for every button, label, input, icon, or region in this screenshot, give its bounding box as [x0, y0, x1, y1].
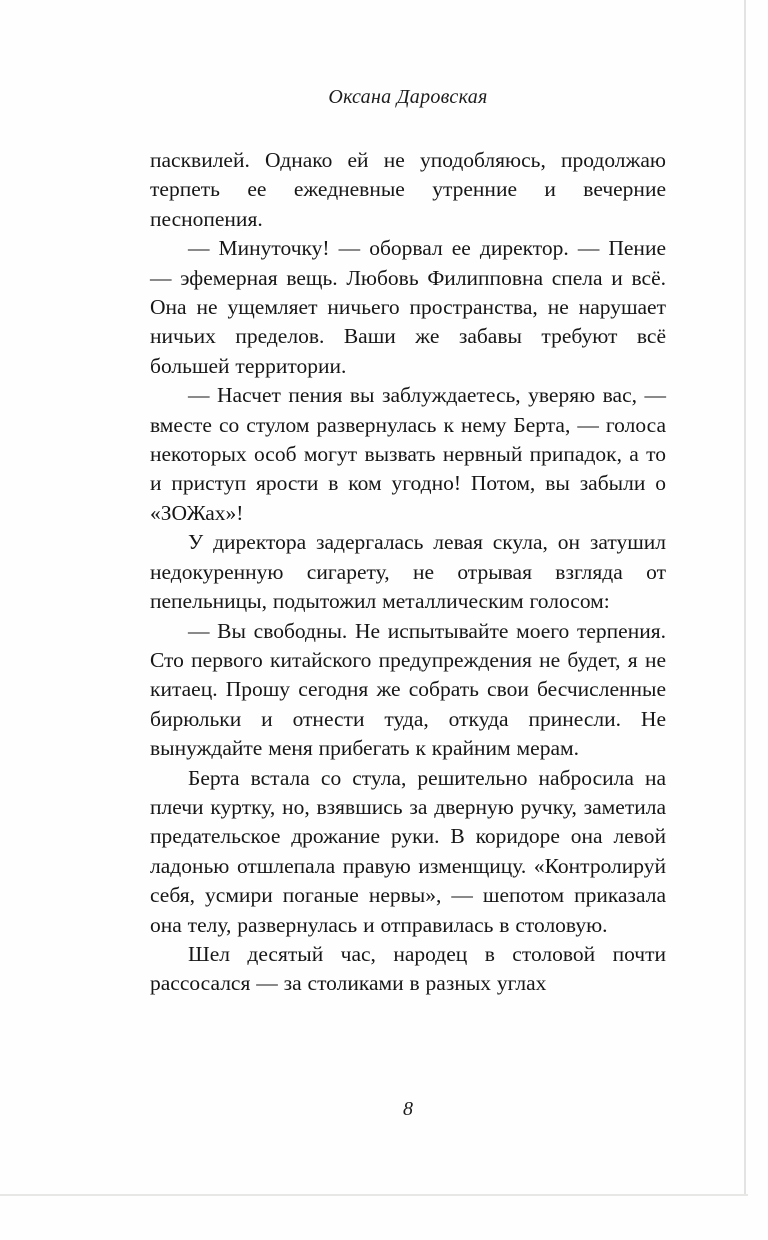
scan-page-edge-bottom	[0, 1194, 748, 1196]
page-number: 8	[403, 1098, 413, 1120]
paragraph: — Минуточку! — оборвал ее директор. — Пение — эфемерная вещь. Любовь Филипповна спела и всё. Она не ущемляет ничьего пространства, не нарушает ничьих пределов. Ваши же забавы требуют всё большей территории.	[150, 236, 666, 378]
running-head-author: Оксана Даровская	[328, 86, 488, 108]
body-text-block	[150, 146, 666, 999]
paragraph: пасквилей. Однако ей не уподобляюсь, продолжаю терпеть ее ежедневные утренние и вечерние песнопения.	[150, 148, 666, 231]
paragraph: — Вы свободны. Не испытывайте моего терпения. Сто первого китайского предупреждения не будет, я не китаец. Прошу сегодня же собрать свои бесчисленные бирюльки и отнести туда, откуда принесли. Не вынуждайте меня прибегать к крайним мерам.	[150, 618, 666, 761]
paragraph: Берта встала со стула, решительно набросила на плечи куртку, но, взявшись за дверную ручку, заметила предательское дрожание руки. В коридоре она левой ладонью отшлепала правую изменщицу. «Контролируй себя, усмири поганые нервы», — шепотом приказала она телу, развернулась и отправилась в столовую.	[150, 765, 666, 937]
paragraph: — Насчет пения вы заблуждаетесь, уверяю вас, — вместе со стулом развернулась к нему Берта, — голоса некоторых особ могут вызвать нервный припадок, а то и приступ ярости в ком угодно! Потом, вы забыли о «ЗОЖах»!	[150, 383, 666, 525]
paragraph: У директора задергалась левая скула, он затушил недокуренную сигарету, не отрывая взгляда от пепельницы, подытожил металлическим голосом:	[150, 530, 666, 614]
paragraph: Шел десятый час, народец в столовой почти рассосался — за столиками в разных углах	[150, 941, 666, 996]
scan-page-edge-right	[744, 0, 746, 1196]
